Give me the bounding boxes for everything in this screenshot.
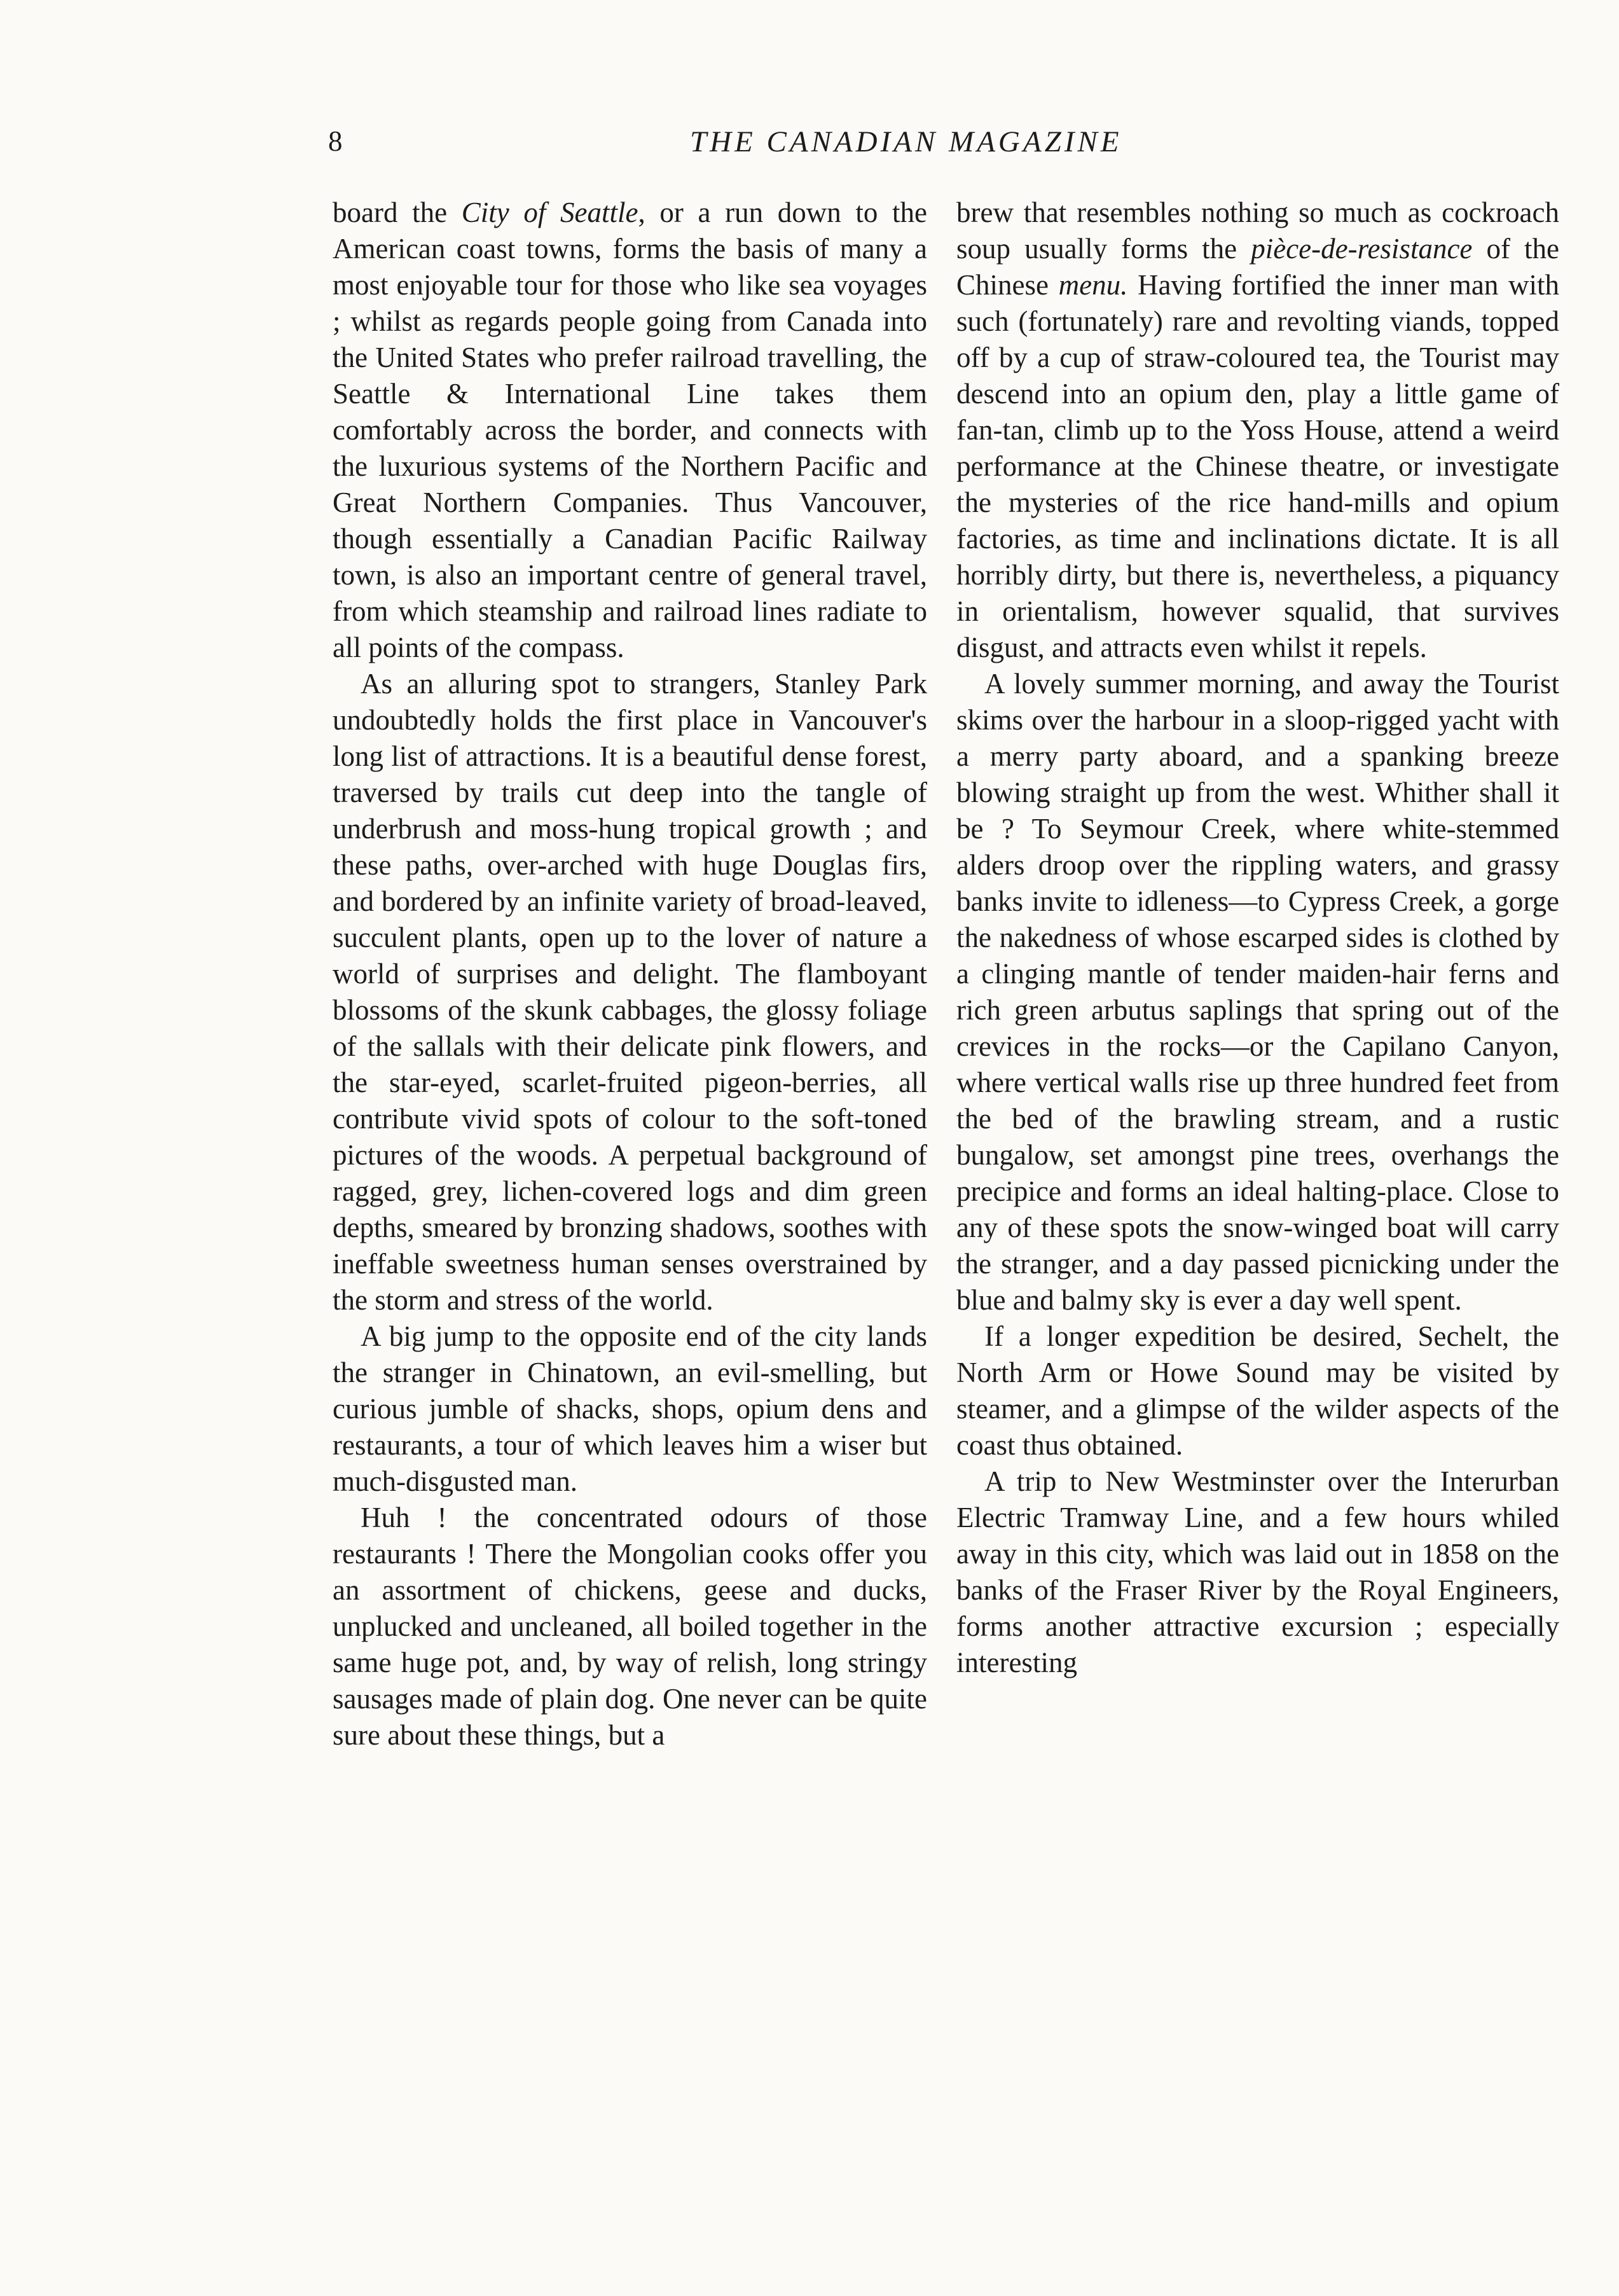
text-run: board the — [333, 197, 462, 228]
paragraph-new-westminster: A trip to New Westminster over the Interurban Electric Tramway Line, and a few hours whiled away in this city, which was laid out in 1858 on the banks of the Fraser River by the Royal Engineers, forms another attractive excursion ; especially interesting — [956, 1465, 1559, 1678]
page-header — [0, 125, 1619, 169]
text-run: Having fortified the inner man with such (fortunately) rare and revolting viands, topped off by a cup of straw-coloured tea, the Tourist may descend into an opium den, play a little game of fan-tan, climb up to the Yoss House, attend a weird performance at the Chinese theatre, or investigate the mysteries of the rice hand-mills and opium factories, as time and inclinations dictate. It is all horribly dirty, but there is, nevertheless, a piquancy in orientalism, however squalid, that survives disgust, and attracts even whilst it repels. — [956, 269, 1559, 663]
italic-term: pièce-de-resistance — [1251, 233, 1473, 265]
paragraph-expedition: If a longer expedition be desired, Sechelt, the North Arm or Howe Sound may be visited by steamer, and a glimpse of the wilder aspects of the coast thus obtained. — [956, 1320, 1559, 1461]
right-column — [956, 195, 1559, 2154]
italic-term: menu. — [1058, 269, 1128, 301]
paragraph-chinatown: A big jump to the opposite end of the city lands the stranger in Chinatown, an evil-smelling, but curious jumble of shacks, shops, opium dens and restaurants, a tour of which leaves him a wiser but much-disgusted man. — [333, 1320, 927, 1497]
page-number: 8 — [328, 125, 343, 157]
paragraph-continued — [956, 195, 1559, 666]
text-run: brew that resembles nothing so much as cockroach soup usually forms the — [956, 197, 1559, 265]
paragraph-restaurants: Huh ! the concentrated odours of those restaurants ! There the Mongolian cooks offer you an assortment of chickens, geese and ducks, unplucked and uncleaned, all boiled together in the same huge pot, and, by way of relish, long stringy sausages made of plain dog. One never can be quite sure about these things, but a — [333, 1502, 927, 1751]
running-title: THE CANADIAN MAGAZINE — [690, 125, 1122, 158]
paragraph-stanley-park: As an alluring spot to strangers, Stanley Park undoubtedly holds the first place in Vancouver's long list of attractions. It is a beautiful dense forest, traversed by trails cut deep into the tangle of underbrush and moss-hung tropical growth ; and these paths, over-arched with huge Douglas firs, and bordered by an infinite variety of broad-leaved, succulent plants, open up to the lover of nature a world of surprises and delight. The flamboyant blossoms of the skunk cabbages, the glossy foliage of the sallals with their delicate pink flowers, and the star-eyed, scarlet-fruited pigeon-berries, all contribute vivid spots of colour to the soft-toned pictures of the woods. A perpetual background of ragged, grey, lichen-covered logs and dim green depths, smeared by bronzing shadows, soothes with ineffable sweetness human senses overstrained by the storm and stress of the world. — [333, 668, 927, 1316]
paragraph-yacht-trip: A lovely summer morning, and away the Tourist skims over the harbour in a sloop-rigged yacht with a merry party aboard, and a spanking breeze blowing straight up from the west. Whither shall it be ? To Seymour Creek, where white-stemmed alders droop over the rippling waters, and grassy banks invite to idleness—to Cypress Creek, a gorge the nakedness of whose escarped sides is clothed by a clinging mantle of tender maiden-hair ferns and rich green arbutus saplings that spring out of the crevices in the rocks—or the Capilano Canyon, where vertical walls rise up three hundred feet from the bed of the brawling stream, and a rustic bungalow, set amongst pine trees, overhangs the precipice and forms an ideal halting-place. Close to any of these spots the snow-winged boat will carry the stranger, and a day passed picnicking under the blue and balmy sky is ever a day well spent. — [956, 668, 1559, 1316]
text-run: of the Chinese — [956, 233, 1559, 301]
text-run: , or a run down to the American coast towns, forms the basis of many a most enjoyable tour for those who like sea voyages ; whilst as regards people going from Canada into the United States who prefer railroad travelling, the Seattle & International Line takes them comfortably across the border, and connects with the luxurious systems of the Northern Pacific and Great Northern Companies. Thus Vancouver, though essentially a Canadian Pacific Railway town, is also an important centre of general travel, from which steamship and railroad lines radiate to all points of the compass. — [333, 197, 927, 663]
ship-name: City of Seattle — [461, 197, 638, 228]
left-column — [333, 195, 927, 2154]
paragraph-continued — [333, 195, 927, 666]
